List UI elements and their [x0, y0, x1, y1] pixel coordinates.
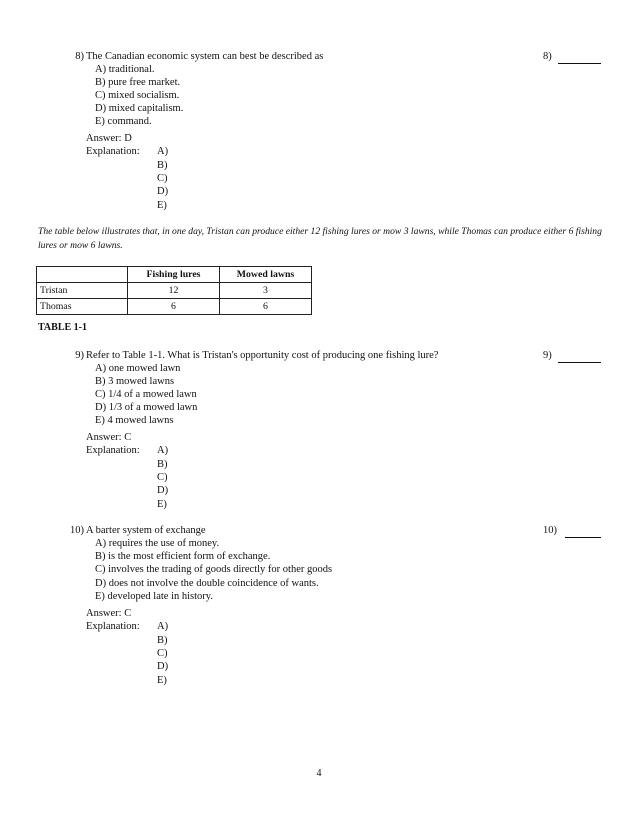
table-title: TABLE 1‐1	[38, 322, 87, 333]
explanation-label: Explanation:	[86, 621, 140, 632]
table-cell-mowed-lawns: 6	[220, 299, 312, 315]
table-cell-name: Thomas	[37, 299, 128, 315]
option-b: B) is the most efficient form of exchange.	[95, 551, 271, 562]
question-stem: A barter system of exchange	[86, 525, 206, 536]
explanation-letter-e: E)	[157, 675, 167, 686]
explanation-letter-d: D)	[157, 485, 169, 496]
explanation-letter-a: A)	[157, 445, 169, 456]
explanation-letter-b: B)	[157, 160, 168, 171]
option-d: D) 1/3 of a mowed lawn	[95, 402, 198, 413]
question-number: 10)	[70, 525, 84, 536]
production-table	[36, 266, 312, 315]
table-intro-text: The table below illustrates that, in one day, Tristan can produce either 12 fishing lures or mow 3 lawns, while Thomas can produce either 6 fishing lures or mow 6 lawns.	[38, 226, 602, 251]
explanation-letter-a: A)	[157, 621, 169, 632]
table-cell-mowed-lawns: 3	[220, 283, 312, 299]
explanation-letter-c: C)	[157, 173, 168, 184]
question-number: 8)	[75, 51, 84, 62]
option-b: B) pure free market.	[95, 77, 181, 88]
answer-line: Answer: D	[86, 133, 132, 144]
option-c: C) 1/4 of a mowed lawn	[95, 389, 197, 400]
option-a: A) requires the use of money.	[95, 538, 220, 549]
option-c: C) mixed socialism.	[95, 90, 180, 101]
side-question-number: 9)	[543, 350, 552, 361]
option-e: E) 4 mowed lawns	[95, 415, 174, 426]
option-d: D) mixed capitalism.	[95, 103, 184, 114]
table-row	[37, 299, 312, 315]
option-b: B) 3 mowed lawns	[95, 376, 175, 387]
question-stem: The Canadian economic system can best be described as	[86, 51, 324, 62]
table-row	[37, 283, 312, 299]
explanation-letter-c: C)	[157, 472, 168, 483]
explanation-letter-c: C)	[157, 648, 168, 659]
answer-blank[interactable]	[565, 537, 601, 538]
explanation-letter-e: E)	[157, 499, 167, 510]
option-e: E) command.	[95, 116, 152, 127]
answer-line: Answer: C	[86, 608, 132, 619]
table-cell-fishing-lures: 12	[128, 283, 220, 299]
question-number: 9)	[75, 350, 84, 361]
table-header-empty	[37, 267, 128, 283]
explanation-letter-a: A)	[157, 146, 169, 157]
option-a: A) one mowed lawn	[95, 363, 181, 374]
answer-blank[interactable]	[558, 63, 601, 64]
explanation-label: Explanation:	[86, 445, 140, 456]
question-stem: Refer to Table 1‐1. What is Tristan's opportunity cost of producing one fishing lure?	[86, 350, 439, 361]
explanation-letter-b: B)	[157, 459, 168, 470]
explanation-label: Explanation:	[86, 146, 140, 157]
table-header-fishing-lures: Fishing lures	[128, 267, 220, 283]
explanation-letter-d: D)	[157, 661, 169, 672]
option-a: A) traditional.	[95, 64, 155, 75]
table-cell-name: Tristan	[37, 283, 128, 299]
page-number: 4	[316, 768, 322, 779]
option-c: C) involves the trading of goods directly for other goods	[95, 564, 333, 575]
option-d: D) does not involve the double coincidence of wants.	[95, 578, 319, 589]
explanation-letter-e: E)	[157, 200, 167, 211]
side-question-number: 8)	[543, 51, 552, 62]
explanation-letter-b: B)	[157, 635, 168, 646]
side-question-number: 10)	[543, 525, 557, 536]
answer-blank[interactable]	[558, 362, 601, 363]
table-header-row	[37, 267, 312, 283]
option-e: E) developed late in history.	[95, 591, 213, 602]
table-cell-fishing-lures: 6	[128, 299, 220, 315]
answer-line: Answer: C	[86, 432, 132, 443]
table-header-mowed-lawns: Mowed lawns	[220, 267, 312, 283]
explanation-letter-d: D)	[157, 186, 169, 197]
